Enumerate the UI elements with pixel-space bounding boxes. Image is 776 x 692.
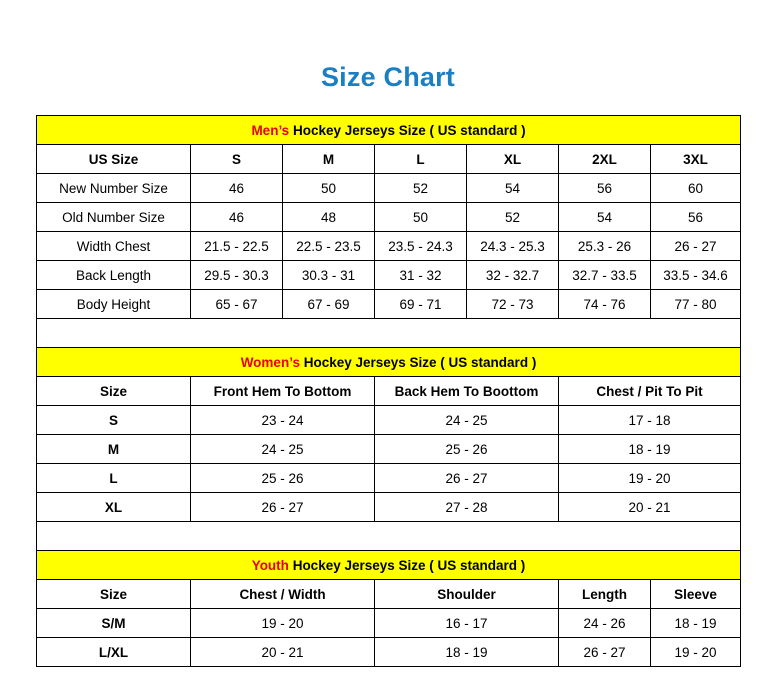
table-cell: 29.5 - 30.3	[191, 261, 283, 290]
table-header-cell: M	[283, 145, 375, 174]
table-row-label: M	[37, 435, 191, 464]
table-row	[37, 290, 741, 319]
table-cell: 52	[375, 174, 467, 203]
table-cell: 24.3 - 25.3	[467, 232, 559, 261]
table-cell: 26 - 27	[559, 638, 651, 667]
table-row	[37, 406, 741, 435]
size-chart-tables	[36, 115, 740, 667]
section-banner-row	[37, 116, 741, 145]
table-cell: 67 - 69	[283, 290, 375, 319]
table-row-label: Back Length	[37, 261, 191, 290]
table-row	[37, 435, 741, 464]
table-cell: 23.5 - 24.3	[375, 232, 467, 261]
table-cell: 23 - 24	[191, 406, 375, 435]
table-row-label: Width Chest	[37, 232, 191, 261]
section-banner-accent: Men’s	[251, 122, 290, 138]
size-chart-table	[36, 115, 741, 667]
table-header-cell: 3XL	[651, 145, 741, 174]
table-row	[37, 464, 741, 493]
table-header-cell: US Size	[37, 145, 191, 174]
table-row-label: S	[37, 406, 191, 435]
section-banner	[37, 116, 741, 145]
table-cell: 48	[283, 203, 375, 232]
table-cell: 21.5 - 22.5	[191, 232, 283, 261]
table-cell: 50	[283, 174, 375, 203]
table-header-cell: XL	[467, 145, 559, 174]
table-cell: 32.7 - 33.5	[559, 261, 651, 290]
table-cell: 26 - 27	[651, 232, 741, 261]
table-cell: 31 - 32	[375, 261, 467, 290]
table-cell: 18 - 19	[375, 638, 559, 667]
table-cell: 18 - 19	[651, 609, 741, 638]
table-cell: 46	[191, 174, 283, 203]
table-header-cell: Chest / Width	[191, 580, 375, 609]
section-banner-text: Hockey Jerseys Size ( US standard )	[289, 122, 526, 138]
table-row-label: Old Number Size	[37, 203, 191, 232]
section-banner-accent: Women’s	[240, 354, 300, 370]
table-cell: 26 - 27	[375, 464, 559, 493]
table-row	[37, 377, 741, 406]
table-row	[37, 261, 741, 290]
table-cell: 24 - 25	[375, 406, 559, 435]
table-cell: 25 - 26	[375, 435, 559, 464]
section-banner-accent: Youth	[251, 557, 289, 573]
table-cell: 46	[191, 203, 283, 232]
table-header-cell: L	[375, 145, 467, 174]
table-cell: 25 - 26	[191, 464, 375, 493]
table-header-cell: Length	[559, 580, 651, 609]
table-spacer-row	[37, 522, 741, 551]
table-row-label: New Number Size	[37, 174, 191, 203]
table-cell: 33.5 - 34.6	[651, 261, 741, 290]
table-header-cell: Shoulder	[375, 580, 559, 609]
table-cell: 26 - 27	[191, 493, 375, 522]
table-header-cell: Chest / Pit To Pit	[559, 377, 741, 406]
table-cell: 19 - 20	[191, 609, 375, 638]
table-cell: 56	[559, 174, 651, 203]
section-banner-row	[37, 348, 741, 377]
table-cell: 17 - 18	[559, 406, 741, 435]
table-row	[37, 580, 741, 609]
table-cell: 69 - 71	[375, 290, 467, 319]
table-row	[37, 638, 741, 667]
table-cell: 24 - 26	[559, 609, 651, 638]
table-header-cell: S	[191, 145, 283, 174]
table-row-label: L	[37, 464, 191, 493]
table-cell: 74 - 76	[559, 290, 651, 319]
table-row	[37, 493, 741, 522]
table-cell: 56	[651, 203, 741, 232]
table-cell: 25.3 - 26	[559, 232, 651, 261]
table-spacer-row	[37, 319, 741, 348]
table-row-label: L/XL	[37, 638, 191, 667]
table-row	[37, 609, 741, 638]
table-cell: 19 - 20	[559, 464, 741, 493]
section-banner-text: Hockey Jerseys Size ( US standard )	[288, 557, 526, 573]
table-header-cell: Size	[37, 377, 191, 406]
table-header-cell: Front Hem To Bottom	[191, 377, 375, 406]
table-header-cell: 2XL	[559, 145, 651, 174]
table-row-label: Body Height	[37, 290, 191, 319]
table-header-cell: Sleeve	[651, 580, 741, 609]
table-row	[37, 203, 741, 232]
table-cell: 24 - 25	[191, 435, 375, 464]
table-cell: 60	[651, 174, 741, 203]
table-cell: 20 - 21	[559, 493, 741, 522]
table-cell: 54	[467, 174, 559, 203]
table-cell: 50	[375, 203, 467, 232]
table-row	[37, 145, 741, 174]
table-row-label: XL	[37, 493, 191, 522]
table-row	[37, 174, 741, 203]
table-row-label: S/M	[37, 609, 191, 638]
table-cell: 27 - 28	[375, 493, 559, 522]
section-banner-text: Hockey Jerseys Size ( US standard )	[299, 354, 537, 370]
table-cell: 52	[467, 203, 559, 232]
table-cell: 54	[559, 203, 651, 232]
table-cell: 22.5 - 23.5	[283, 232, 375, 261]
page-title: Size Chart	[320, 62, 456, 92]
section-banner	[37, 551, 741, 580]
table-cell: 30.3 - 31	[283, 261, 375, 290]
section-banner-row	[37, 551, 741, 580]
table-cell: 72 - 73	[467, 290, 559, 319]
table-cell: 77 - 80	[651, 290, 741, 319]
table-cell: 32 - 32.7	[467, 261, 559, 290]
table-header-cell: Back Hem To Boottom	[375, 377, 559, 406]
table-cell: 18 - 19	[559, 435, 741, 464]
table-row	[37, 232, 741, 261]
table-cell: 65 - 67	[191, 290, 283, 319]
table-cell: 16 - 17	[375, 609, 559, 638]
table-cell: 20 - 21	[191, 638, 375, 667]
section-banner	[37, 348, 741, 377]
table-cell: 19 - 20	[651, 638, 741, 667]
table-header-cell: Size	[37, 580, 191, 609]
